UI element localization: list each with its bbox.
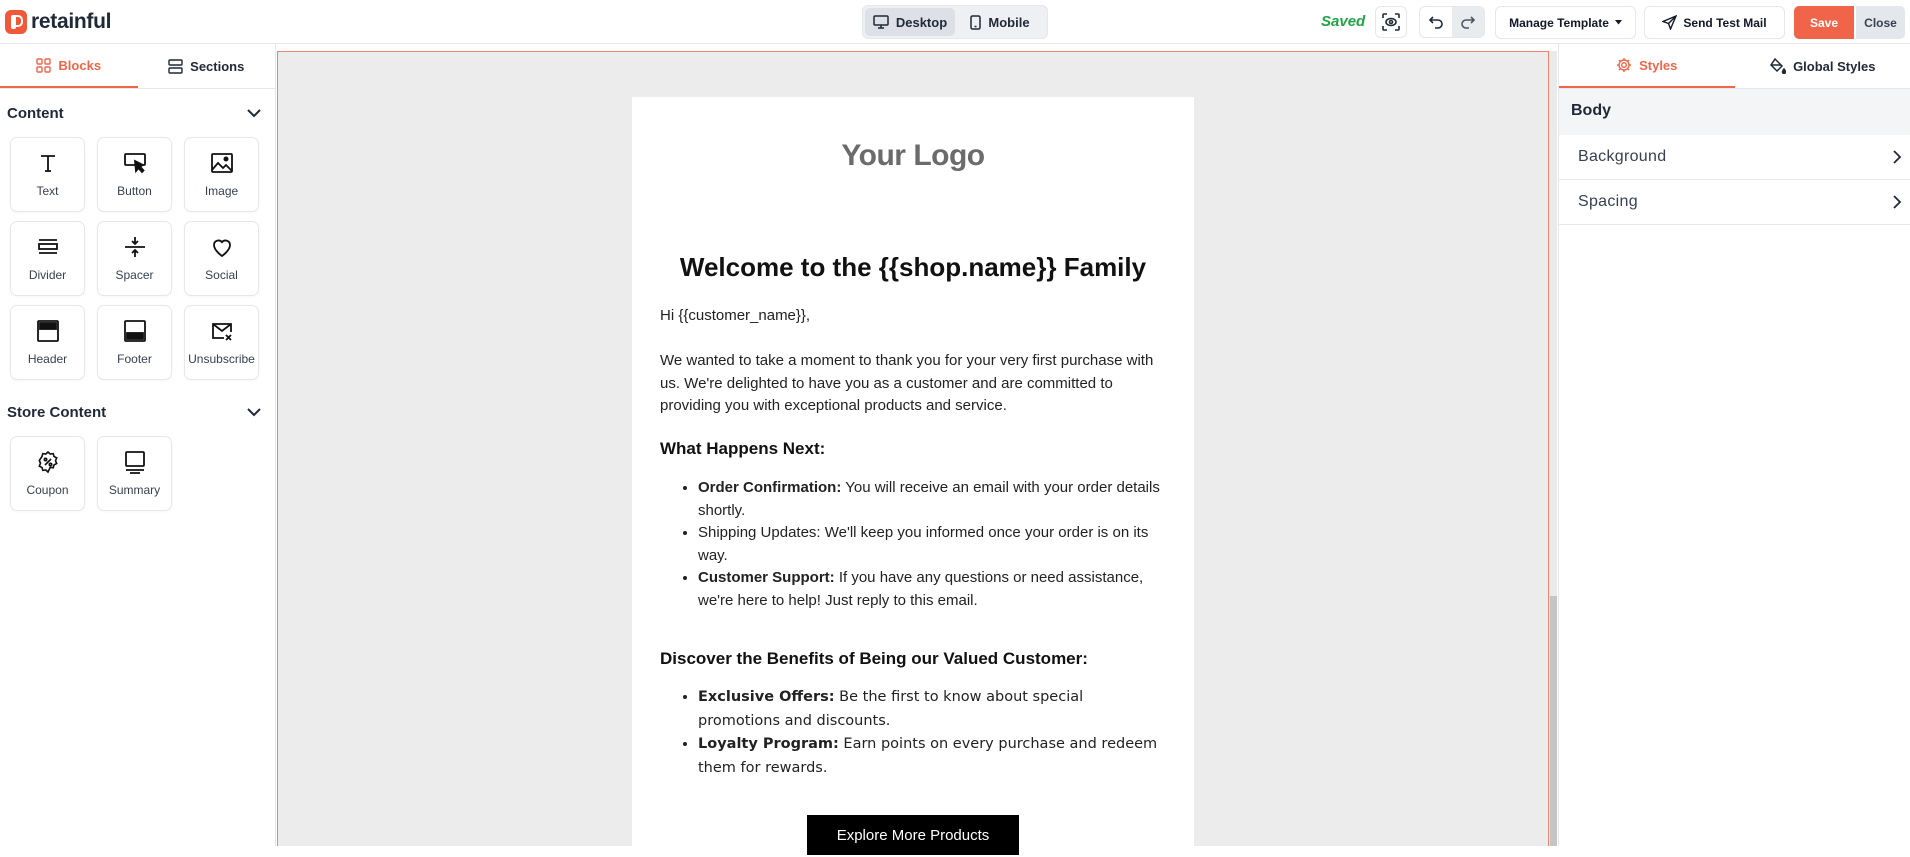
caret-down-icon (1615, 20, 1622, 25)
block-label: Coupon (26, 483, 68, 497)
store-content-section-header[interactable] (0, 402, 275, 422)
gear-icon (1616, 57, 1632, 73)
spacer-icon (123, 235, 147, 259)
email-preview[interactable] (632, 97, 1194, 857)
desktop-icon (873, 15, 889, 29)
list-item (698, 686, 1168, 733)
list-item (698, 567, 1168, 612)
button-cursor-icon (123, 151, 147, 175)
content-section-title: Content (7, 105, 64, 122)
tab-sections-label: Sections (190, 59, 244, 74)
paint-bucket-icon (1769, 58, 1786, 74)
list-item-text: You will receive an email with your order details shortly. (698, 479, 1160, 519)
list-item-bold: Loyalty Program: (698, 736, 839, 752)
redo-button[interactable] (1452, 7, 1484, 37)
app-logo[interactable] (5, 10, 111, 34)
mobile-label: Mobile (988, 15, 1029, 30)
summary-icon (123, 450, 147, 474)
save-button[interactable]: Save (1794, 6, 1854, 39)
sections-icon (168, 59, 183, 74)
explore-products-button[interactable]: Explore More Products (807, 815, 1019, 855)
block-button[interactable] (97, 137, 172, 212)
block-spacer[interactable] (97, 221, 172, 296)
email-intro-paragraph[interactable]: We wanted to take a moment to thank you for your very first purchase with us. We're delighted to have you as a customer and are committed to providing you with exceptional products and service. (660, 350, 1170, 418)
email-benefits-list[interactable] (698, 686, 1168, 780)
undo-icon (1428, 14, 1444, 30)
list-item (698, 477, 1168, 522)
right-tabs (1559, 44, 1910, 89)
list-item-text: Be the first to know about special promotions and discounts. (698, 689, 1083, 729)
canvas-scrollbar-thumb[interactable] (1550, 596, 1557, 846)
block-coupon[interactable] (10, 436, 85, 511)
block-label: Footer (117, 352, 152, 366)
store-content-section-title: Store Content (7, 404, 106, 421)
coupon-icon (36, 450, 60, 474)
background-accordion[interactable] (1559, 135, 1910, 180)
close-button[interactable]: Close (1856, 6, 1905, 39)
header-icon (36, 319, 60, 343)
block-social[interactable] (184, 221, 259, 296)
undo-button[interactable] (1420, 7, 1452, 37)
tab-sections[interactable] (138, 44, 276, 88)
panel-title: Body (1559, 89, 1910, 135)
footer-icon (123, 319, 147, 343)
email-benefits-heading[interactable]: Discover the Benefits of Being our Valued Customer: (660, 649, 1088, 669)
saved-status: Saved (1321, 13, 1365, 30)
divider-icon (36, 235, 60, 259)
email-next-heading[interactable]: What Happens Next: (660, 439, 825, 459)
block-label: Divider (29, 268, 66, 282)
tab-styles[interactable] (1559, 44, 1735, 88)
block-label: Image (205, 184, 238, 198)
list-item-text: Earn points on every purchase and redeem them for rewards. (698, 736, 1157, 776)
chevron-down-icon (247, 408, 261, 417)
block-label: Social (205, 268, 238, 282)
device-toggle (862, 5, 1048, 39)
app-name: retainful (31, 10, 111, 34)
right-sidebar (1558, 44, 1910, 846)
chevron-down-icon (247, 109, 261, 118)
desktop-label: Desktop (896, 15, 947, 30)
list-item-bold: Customer Support: (698, 569, 835, 586)
desktop-view-button[interactable] (865, 8, 955, 36)
manage-template-dropdown[interactable] (1495, 6, 1636, 39)
email-next-list[interactable] (698, 477, 1168, 612)
list-item-bold: Order Confirmation: (698, 479, 841, 496)
block-divider[interactable] (10, 221, 85, 296)
block-label: Unsubscribe (188, 352, 255, 366)
block-summary[interactable] (97, 436, 172, 511)
image-icon (210, 151, 234, 175)
chevron-right-icon (1893, 195, 1902, 209)
mobile-icon (970, 15, 981, 30)
block-label: Summary (109, 483, 160, 497)
list-item-bold: Exclusive Offers: (698, 689, 835, 705)
block-label: Text (36, 184, 58, 198)
list-item-text: Shipping Updates: We'll keep you informed once your order is on its way. (698, 524, 1148, 564)
block-label: Header (28, 352, 67, 366)
list-item (698, 733, 1168, 780)
left-tabs (0, 44, 275, 89)
block-label: Spacer (115, 268, 153, 282)
send-test-mail-label: Send Test Mail (1683, 16, 1766, 30)
email-heading[interactable]: Welcome to the {{shop.name}} Family (632, 252, 1194, 283)
block-label: Button (117, 184, 152, 198)
tab-blocks-label: Blocks (58, 58, 101, 73)
tab-global-styles[interactable] (1735, 44, 1910, 88)
accordion-label: Spacing (1578, 193, 1638, 211)
top-bar (0, 0, 1910, 44)
spacing-accordion[interactable] (1559, 180, 1910, 225)
chevron-right-icon (1893, 150, 1902, 164)
mobile-view-button[interactable] (955, 8, 1045, 36)
send-icon (1662, 15, 1677, 30)
content-section-header[interactable] (0, 103, 275, 123)
history-controls (1419, 6, 1485, 38)
unsubscribe-icon (210, 319, 234, 343)
email-logo-placeholder[interactable]: Your Logo (632, 139, 1194, 173)
left-sidebar (0, 44, 276, 846)
accordion-label: Background (1578, 148, 1666, 166)
text-icon (36, 151, 60, 175)
block-image[interactable] (184, 137, 259, 212)
block-header[interactable] (10, 305, 85, 380)
retainful-logo-icon (5, 10, 27, 34)
content-blocks-grid (0, 137, 275, 380)
heart-icon (210, 235, 234, 259)
tab-blocks[interactable] (0, 44, 138, 88)
redo-icon (1460, 14, 1476, 30)
list-item (698, 522, 1168, 567)
block-unsubscribe[interactable] (184, 305, 259, 380)
preview-button[interactable] (1375, 6, 1407, 38)
tab-styles-label: Styles (1639, 58, 1677, 73)
tab-global-styles-label: Global Styles (1793, 59, 1875, 74)
preview-focus-icon (1382, 13, 1400, 31)
manage-template-label: Manage Template (1509, 16, 1609, 30)
block-text[interactable] (10, 137, 85, 212)
email-greeting[interactable]: Hi {{customer_name}}, (660, 305, 1170, 328)
store-blocks-grid (0, 436, 275, 511)
list-item-text: If you have any questions or need assistance, we're here to help! Just reply to this email. (698, 569, 1143, 609)
block-footer[interactable] (97, 305, 172, 380)
blocks-grid-icon (36, 58, 51, 73)
send-test-mail-button[interactable] (1644, 6, 1785, 39)
